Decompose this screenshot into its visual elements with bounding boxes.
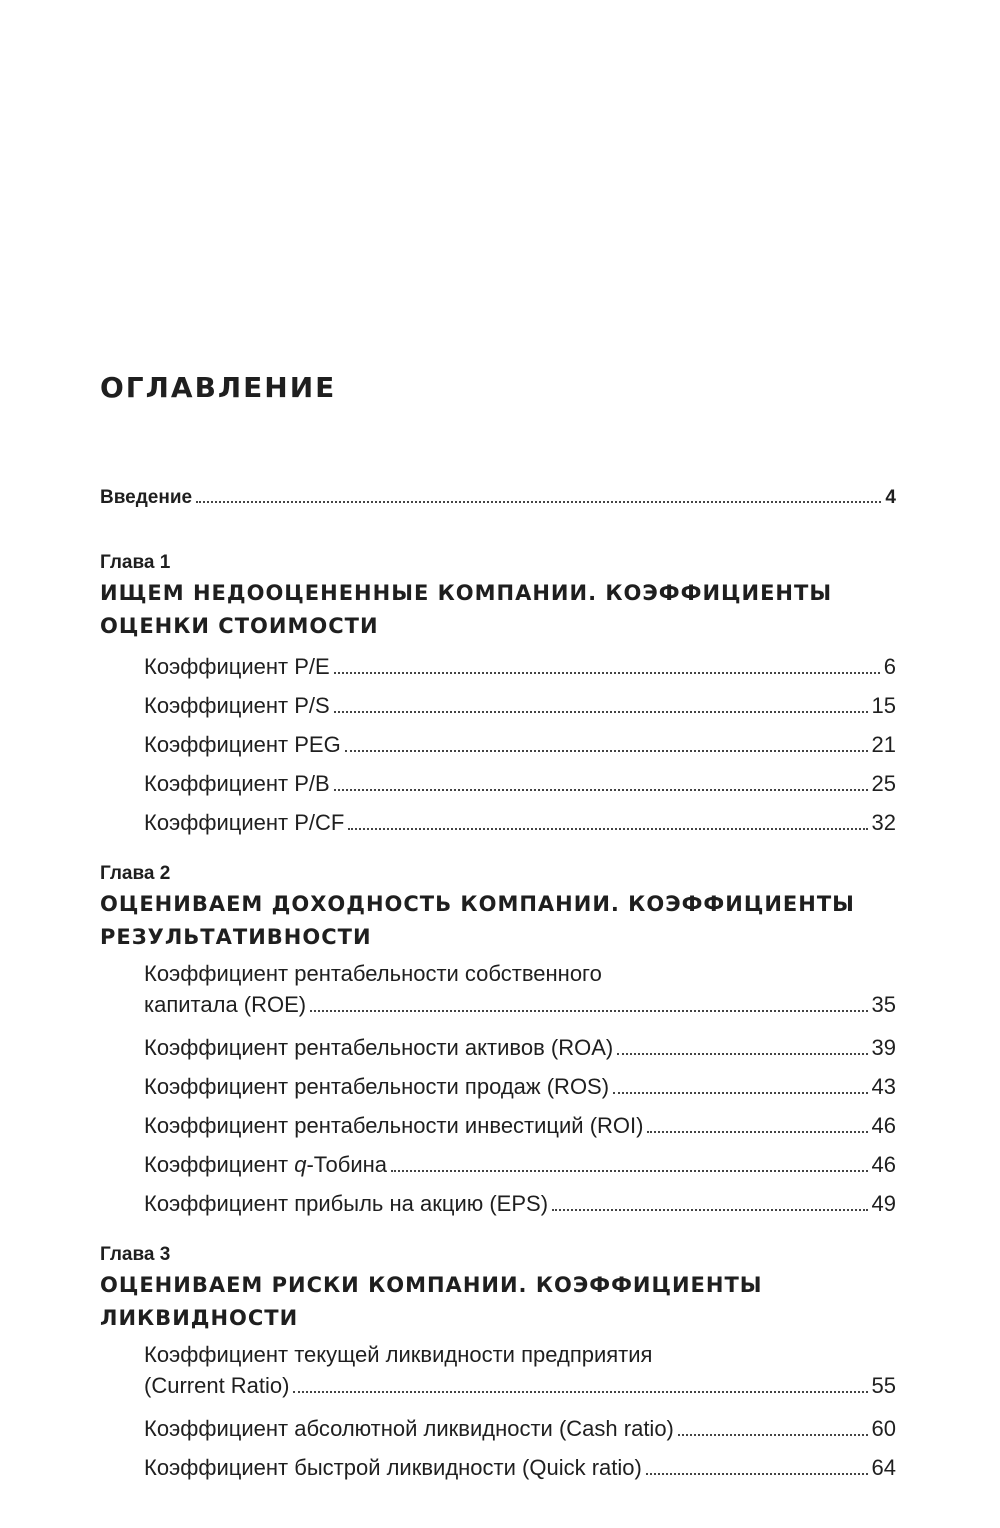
- entry-page-number: 25: [871, 771, 896, 796]
- entry-label: Введение: [100, 487, 193, 508]
- entry-page-number: 39: [871, 1035, 896, 1060]
- entry-page-number: 55: [871, 1373, 896, 1398]
- chapter-items: [100, 647, 896, 842]
- entry-label: Коэффициент прибыль на акцию (EPS): [144, 1191, 549, 1216]
- chapter-title-line: ЛИКВИДНОСТИ: [100, 1306, 299, 1330]
- toc-entry: [144, 989, 896, 1021]
- toc-entry-multiline[interactable]: [144, 1339, 896, 1402]
- chapter-1: [100, 549, 896, 842]
- entry-label: Коэффициент P/CF: [144, 810, 345, 835]
- entry-label: [144, 1145, 387, 1184]
- toc-entry[interactable]: [144, 1028, 896, 1067]
- toc-entry[interactable]: [144, 803, 896, 842]
- chapter-title-line: РЕЗУЛЬТАТИВНОСТИ: [100, 925, 372, 949]
- chapter-items: [100, 1339, 896, 1487]
- entry-label: Коэффициент рентабельности активов (ROA): [144, 1035, 614, 1060]
- chapter-3: [100, 1241, 896, 1487]
- entry-label: Коэффициент PEG: [144, 732, 341, 757]
- entry-label-line: Коэффициент рентабельности собственного: [144, 961, 602, 986]
- toc-entry[interactable]: [144, 1409, 896, 1448]
- chapter-title: [100, 577, 896, 643]
- entry-page-number: 46: [871, 1113, 896, 1138]
- entry-label-line: Коэффициент текущей ликвидности предприятия: [144, 1342, 653, 1367]
- toc-entry[interactable]: [144, 647, 896, 686]
- toc-entry[interactable]: [144, 686, 896, 725]
- entry-label: (Current Ratio): [144, 1373, 290, 1398]
- entry-page-number: 32: [871, 810, 896, 835]
- dot-leader: [334, 789, 868, 791]
- chapter-title-line: ИЩЕМ НЕДООЦЕНЕННЫЕ КОМПАНИИ. КОЭФФИЦИЕНТЫ: [100, 581, 833, 605]
- dot-leader: [391, 1170, 867, 1172]
- chapter-label: Глава 2: [100, 863, 171, 884]
- dot-leader: [310, 1010, 867, 1012]
- entry-page-number: 46: [871, 1152, 896, 1177]
- dot-leader: [196, 501, 881, 503]
- dot-leader: [646, 1473, 868, 1475]
- entry-page-number: 15: [871, 693, 896, 718]
- dot-leader: [552, 1209, 867, 1211]
- toc-entry[interactable]: [144, 1067, 896, 1106]
- chapter-title-line: ОЦЕНИВАЕМ ДОХОДНОСТЬ КОМПАНИИ. КОЭФФИЦИЕНТЫ: [100, 892, 855, 916]
- entry-label: капитала (ROE): [144, 992, 307, 1017]
- dot-leader: [345, 750, 868, 752]
- dot-leader: [613, 1092, 867, 1094]
- toc-entry[interactable]: [144, 1184, 896, 1223]
- entry-page-number: 21: [871, 732, 896, 757]
- chapter-title-line: ОЦЕНКИ СТОИМОСТИ: [100, 614, 379, 638]
- dot-leader: [348, 828, 867, 830]
- entry-label: Коэффициент абсолютной ликвидности (Cash ratio): [144, 1416, 674, 1441]
- chapter-items: [100, 958, 896, 1223]
- toc-entry: [144, 1370, 896, 1402]
- table-of-contents: [100, 368, 896, 1505]
- entry-page-number: 43: [871, 1074, 896, 1099]
- entry-label-italic: q: [294, 1152, 307, 1177]
- toc-entry-multiline[interactable]: [144, 958, 896, 1021]
- entry-label: Коэффициент рентабельности инвестиций (ROI): [144, 1113, 644, 1138]
- toc-entry-introduction[interactable]: [100, 478, 896, 517]
- dot-leader: [293, 1391, 867, 1393]
- chapter-label: Глава 3: [100, 1244, 171, 1265]
- dot-leader: [334, 672, 880, 674]
- entry-label: Коэффициент рентабельности продаж (ROS): [144, 1074, 610, 1099]
- toc-entry[interactable]: [144, 1448, 896, 1487]
- entry-page-number: 64: [871, 1455, 896, 1480]
- chapter-title: [100, 888, 896, 954]
- dot-leader: [678, 1434, 868, 1436]
- chapter-label: Глава 1: [100, 552, 171, 573]
- dot-leader: [617, 1053, 867, 1055]
- chapter-2: [100, 860, 896, 1223]
- entry-page-number: 4: [885, 487, 896, 508]
- entry-label-prefix: Коэффициент: [144, 1152, 295, 1177]
- entry-label: Коэффициент P/S: [144, 693, 330, 718]
- chapter-title-line: ОЦЕНИВАЕМ РИСКИ КОМПАНИИ. КОЭФФИЦИЕНТЫ: [100, 1273, 763, 1297]
- toc-entry[interactable]: [144, 1145, 896, 1184]
- entry-label: Коэффициент P/E: [144, 654, 330, 679]
- dot-leader: [334, 711, 868, 713]
- chapter-title: [100, 1269, 896, 1335]
- entry-page-number: 35: [871, 992, 896, 1017]
- entry-page-number: 6: [883, 654, 896, 679]
- entry-page-number: 49: [871, 1191, 896, 1216]
- entry-label: Коэффициент быстрой ликвидности (Quick ratio): [144, 1455, 642, 1480]
- entry-label: Коэффициент P/B: [144, 771, 330, 796]
- toc-entry[interactable]: [144, 1106, 896, 1145]
- dot-leader: [647, 1131, 867, 1133]
- toc-entry[interactable]: [144, 764, 896, 803]
- entry-page-number: 60: [871, 1416, 896, 1441]
- page-title: ОГЛАВЛЕНИЕ: [100, 371, 337, 404]
- toc-entry[interactable]: [144, 725, 896, 764]
- entry-label-suffix: -Тобина: [306, 1152, 388, 1177]
